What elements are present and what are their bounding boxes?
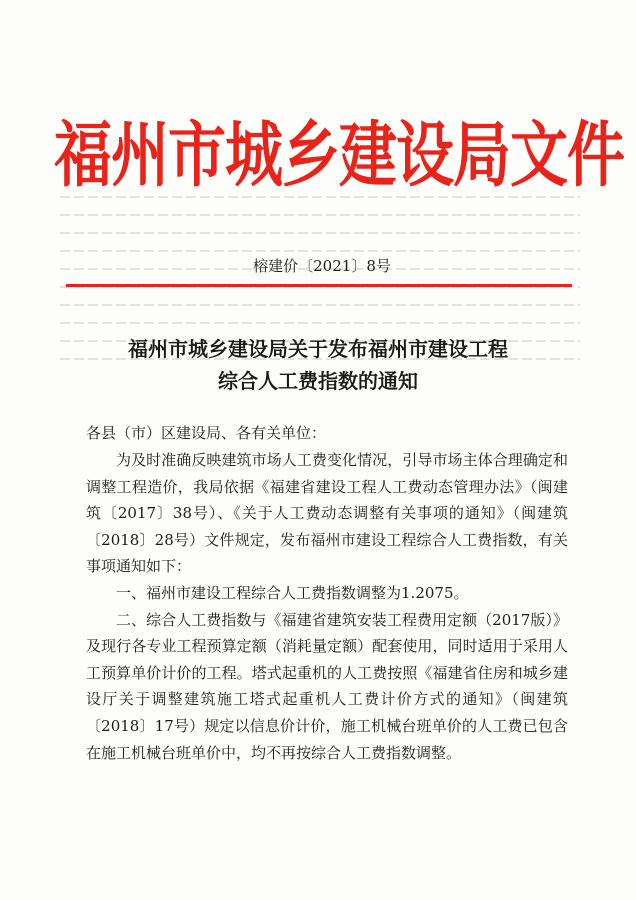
body-paragraph-intro: 为及时准确反映建筑市场人工费变化情况，引导市场主体合理确定和调整工程造价，我局依据《福建省建设工程人工费动态管理办法》（闽建筑〔2017〕38号）、《关于人工费动态调整有关事项的通知》（闽建筑〔2018〕28号）文件规定，发布福州市建设工程综合人工费指数，有关事项通知如下： xyxy=(86,451,568,576)
body-item-1: 一、福州市建设工程综合人工费指数调整为1.2075。 xyxy=(116,583,469,602)
notice-title-line-2: 综合人工费指数的通知 xyxy=(218,369,418,393)
notice-body xyxy=(86,447,568,766)
body-item-2: 二、综合人工费指数与《福建省建筑安装工程费用定额（2017版）》及现行各专业工程预算定额（消耗量定额）配套使用，同时适用于采用人工预算单价计价的工程。塔式起重机的人工费按照《福建省住房和城乡建设厅关于调整建筑施工塔式起重机人工费计价方式的通知》（闽建筑〔2018〕17号）规定以信息价计价，施工机械台班单价的人工费已包含在施工机械台班单价中，均不再按综合人工费指数调整。 xyxy=(86,610,568,762)
salutation: 各县（市）区建设局、各有关单位： xyxy=(86,424,327,442)
red-separator-line xyxy=(66,284,572,287)
document-masthead: 福州市城乡建设局文件 xyxy=(54,113,625,197)
notice-title-line-1: 福州市城乡建设局关于发布福州市建设工程 xyxy=(128,337,508,361)
document-number: 榕建价〔2021〕8号 xyxy=(253,257,391,275)
